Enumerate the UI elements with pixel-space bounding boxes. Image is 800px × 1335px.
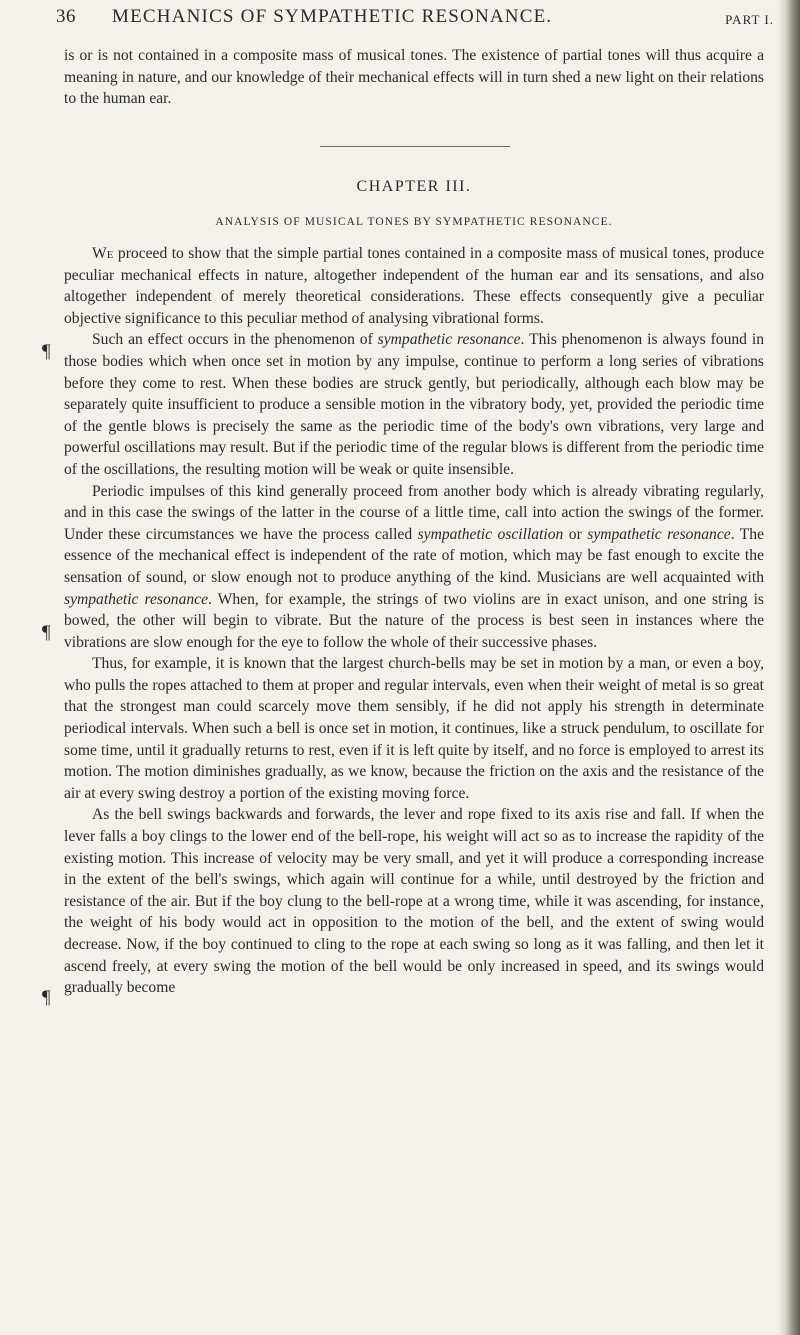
text-run: Periodic impulses of this kind generally proceed from another body which is already vibrating regularly, and in this case the swings of the latter in the course of a little time, call into action the swings of the former. Under these circumstances we have the process called [64,482,764,543]
intro-paragraph-block [64,45,764,110]
text-run: . The essence of the mechanical effect is independent of the rate of motion, which may be fast enough to excite the sensation of sound, or slow enough not to produce anything of the kind. Musicians are well acquainted with [64,525,764,586]
margin-mark: ¶ [42,987,51,1008]
text-run: Such an effect occurs in the phenomenon of [92,331,378,349]
italic-term: sympathetic resonance [377,331,521,349]
italic-term: sympathetic resonance [587,525,731,543]
text-run: Thus, for example, it is known that the largest church-bells may be set in motion by a man, or even a boy, who pulls the ropes attached to them at proper and regular intervals, even when their weight of metal is so great that the strongest man could scarcely move them sensibly, if he did not apply his strength in determinate periodical intervals. When such a bell is once set in motion, it continues, like a struck pendulum, to oscillate for some time, until it gradually returns to rest, even if it is left quite by itself, and no force is employed to arrest its motion. The motion diminishes gradually, as we know, because the friction on the axis and the resistance of the air at every swing destroy a portion of the existing moving force. [64,655,764,802]
part-label: PART I. [725,12,774,27]
italic-term: sympathetic oscillation [417,525,564,543]
italic-term: sympathetic resonance [64,590,209,608]
margin-mark: ¶ [42,341,51,362]
body-paragraph [64,804,764,998]
section-divider [320,146,510,147]
chapter-body [42,243,764,1008]
running-head [56,6,774,36]
intro-paragraph: is or is not contained in a composite mass of musical tones. The existence of partial tones will thus acquire a meaning in nature, and our knowledge of their mechanical effects will in turn shed a new light on their relations to the human ear. [64,47,764,108]
page-number: 36 [56,6,76,27]
text-run: . When, for example, the strings of two violins are in exact unison, and one string is bowed, the other will begin to vibrate. But the nature of the process is best seen in instances where the vibrations are slow enough for the eye to follow the whole of their successive phases. [64,590,764,651]
body-paragraph [64,653,764,804]
opening-small-caps: We [92,245,114,262]
text-run: As the bell swings backwards and forwards, the lever and rope fixed to its axis rise and fall. If when the lever falls a boy clings to the lower end of the bell-rope, his weight will act so as to increase the rapidity of the existing motion. This increase of velocity may be very small, and yet it will produce a corresponding increase in the extent of the bell's swings, which again will continue for a while, until destroyed by the friction and resistance of the air. But if the boy clung to the bell-rope at a wrong time, while it was ascending, for instance, the weight of his body would act in opposition to the motion of the bell, and the extent of swing would decrease. Now, if the boy continued to cling to the rope at each swing so long as it was falling, and then let it ascend freely, at every swing the motion of the bell would be only increased in speed, and its swings would gradually become [64,806,764,997]
chapter-title: CHAPTER III. [356,178,472,195]
body-paragraph [64,481,764,654]
chapter-subtitle: ANALYSIS OF MUSICAL TONES BY SYMPATHETIC RESONANCE. [215,216,613,228]
text-run: or [563,525,588,543]
body-paragraph [64,329,764,480]
text-run: proceed to show that the simple partial tones contained in a composite mass of musical tones, produce peculiar mechanical effects in nature, altogether independent of the human ear and its sensations, and also altogether independent of merely theoretical considerations. These effects consequently give a peculiar objective significance to this peculiar method of analysing vibrational forms. [64,245,764,327]
body-paragraph [64,243,764,329]
running-title: MECHANICS OF SYMPATHETIC RESONANCE. [112,6,553,27]
page-binding-edge [778,0,800,1335]
margin-mark: ¶ [42,622,51,643]
text-run: . This phenomenon is always found in those bodies which when once set in motion by any impulse, continue to perform a long series of vibrations before they come to rest. When these bodies are struck gently, but periodically, although each blow may be separately quite insufficient to produce a sensible motion in the vibratory body, yet, provided the periodic time of the gentle blows is precisely the same as the periodic time of the body's own vibrations, very large and powerful oscillations may result. But if the periodic time of the regular blows is different from the periodic time of the oscillations, the resulting motion will be weak or quite insensible. [64,331,764,478]
